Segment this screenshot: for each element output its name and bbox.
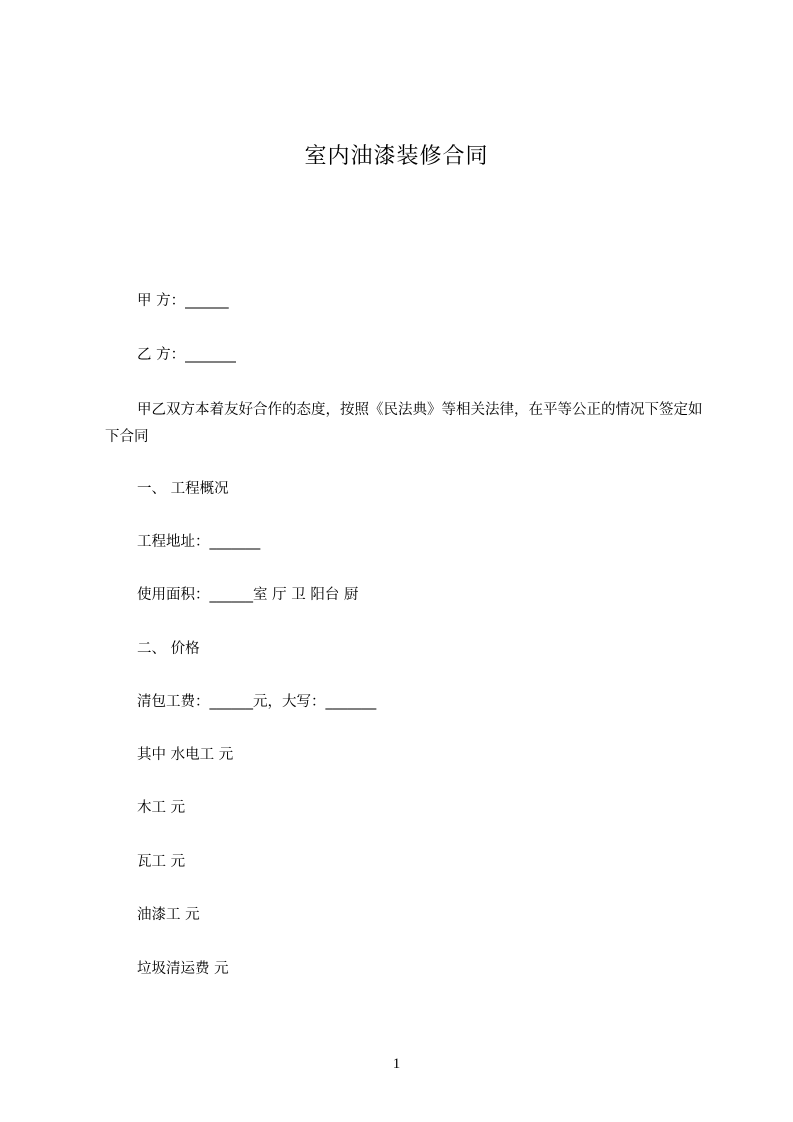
- painting-line: 油漆工 元: [137, 907, 200, 923]
- section-heading-price: 二、 价格: [137, 641, 200, 657]
- intro-paragraph: 甲乙双方本着友好合作的态度，按照《民法典》等相关法律，在平等公正的情况下签定如下合同: [105, 402, 703, 445]
- document-title: 室内油漆装修合同: [304, 144, 489, 169]
- party-a-line: 甲 方：______: [137, 293, 229, 309]
- labor-fee-line: 清包工费：______元，大写：_______: [137, 694, 377, 710]
- section-heading-project-overview: 一、 工程概况: [137, 481, 229, 497]
- project-address-line: 工程地址：_______: [137, 534, 261, 550]
- usage-area-line: 使用面积：______室 厅 卫 阳台 厨: [137, 587, 359, 603]
- carpentry-line: 木工 元: [137, 800, 186, 816]
- waste-removal-line: 垃圾清运费 元: [137, 961, 229, 977]
- party-b-line: 乙 方：_______: [137, 347, 236, 363]
- tiling-line: 瓦工 元: [137, 854, 186, 870]
- page-number: 1: [392, 1056, 401, 1072]
- plumbing-electrical-line: 其中 水电工 元: [137, 747, 234, 763]
